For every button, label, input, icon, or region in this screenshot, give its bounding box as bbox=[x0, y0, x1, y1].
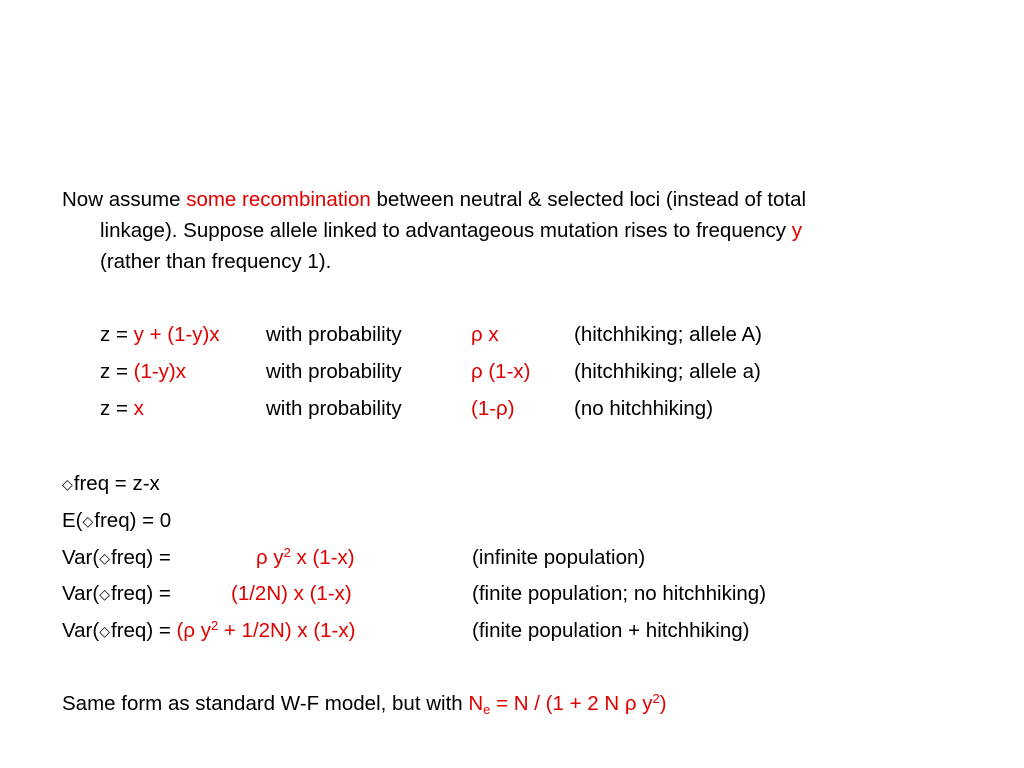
case-row-3-z: z = x bbox=[100, 397, 144, 420]
variance-row-1-label: Var(◇freq) = bbox=[62, 546, 171, 569]
variance-row-1-note: (infinite population) bbox=[472, 546, 646, 569]
delta-icon: ◇ bbox=[99, 550, 110, 566]
case-row-2-note: (hitchhiking; allele a) bbox=[574, 360, 761, 383]
delta-icon: ◇ bbox=[99, 586, 110, 602]
intro-line-2 bbox=[100, 219, 802, 243]
delta-icon: ◇ bbox=[62, 476, 73, 492]
equation-text: E( bbox=[62, 509, 83, 532]
equation-text: freq) = 0 bbox=[94, 509, 172, 532]
delta-freq-line bbox=[62, 472, 160, 496]
ne-formula: $N_e = N / (1 + 2$ N ρ $y^2$) bbox=[468, 691, 667, 717]
case-row-3-prob: (1-ρ) bbox=[471, 397, 515, 420]
intro-text: linkage). Suppose allele linked to advantageous mutation rises to frequency bbox=[100, 219, 792, 242]
intro-text: Now assume bbox=[62, 188, 187, 211]
case-row-1-prob: ρ x bbox=[471, 323, 499, 346]
variance-row-3-note: (finite population + hitchhiking) bbox=[472, 619, 750, 642]
case-row-3-note: (no hitchhiking) bbox=[574, 397, 714, 420]
conclusion-text: Same form as standard W-F model, but with bbox=[62, 692, 469, 715]
variance-row-2-expr: (1/2N) x (1-x) bbox=[231, 582, 352, 605]
case-row-1-note: (hitchhiking; allele A) bbox=[574, 323, 763, 346]
case-row-3-prob-label: with probability bbox=[266, 397, 402, 420]
delta-icon: ◇ bbox=[82, 513, 94, 529]
case-row-1-z: z = y + (1-y)x bbox=[100, 323, 220, 346]
case-row-2-prob: ρ (1-x) bbox=[471, 360, 531, 383]
case-row-2-z: z = (1-y)x bbox=[100, 360, 187, 383]
expectation-line bbox=[62, 509, 171, 533]
intro-line-3 bbox=[100, 250, 331, 274]
variance-row-1-expr: ρ $y^2$ x (1-x) bbox=[256, 545, 355, 569]
intro-text: between neutral & selected loci (instead of total bbox=[370, 188, 807, 211]
intro-line-1 bbox=[62, 188, 806, 212]
delta-icon: ◇ bbox=[99, 623, 110, 639]
variance-row-2-note: (finite population; no hitchhiking) bbox=[472, 582, 767, 605]
conclusion-line bbox=[62, 692, 667, 716]
case-row-1-prob-label: with probability bbox=[266, 323, 402, 346]
equation-text: freq = z-x bbox=[73, 472, 160, 495]
case-row-2-prob-label: with probability bbox=[266, 360, 402, 383]
intro-text: (rather than frequency 1). bbox=[100, 250, 332, 273]
variance-row-3-label: Var(◇freq) = (ρ $y^2 + 1/2N$) x (1-x) bbox=[62, 618, 356, 642]
variance-row-2-label: Var(◇freq) = bbox=[62, 582, 171, 605]
highlight-text: y bbox=[791, 219, 802, 242]
highlight-text: some recombination bbox=[186, 188, 371, 211]
